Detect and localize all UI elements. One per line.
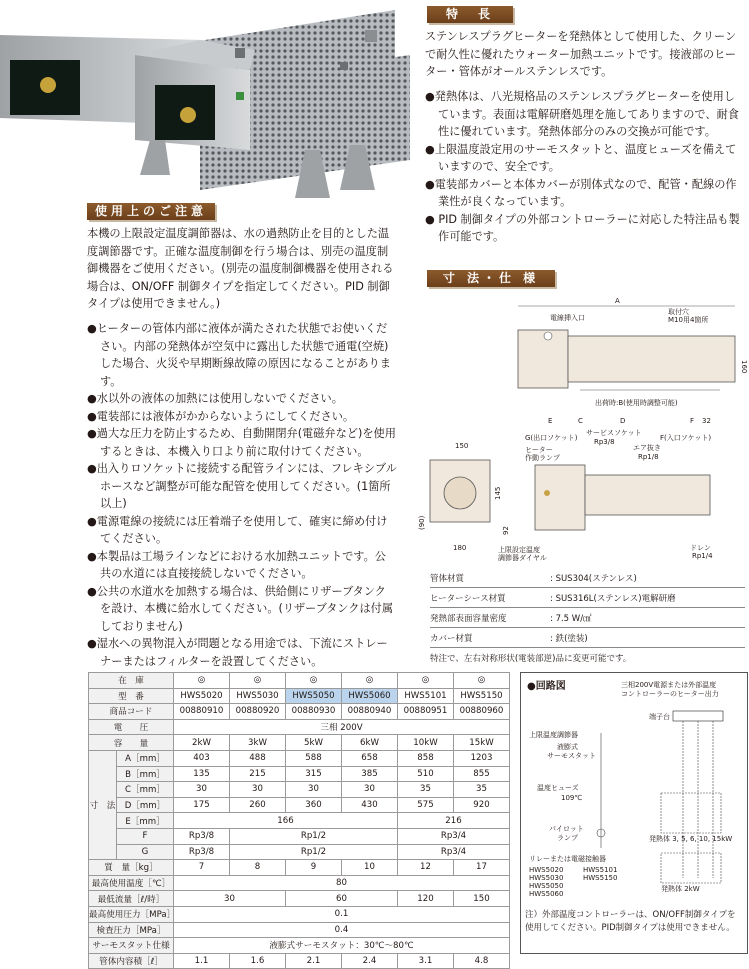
- supply-label: 三相200V電源または外部温度: [621, 681, 717, 689]
- table-cell: Rp3/8: [174, 828, 230, 844]
- table-row: [89, 828, 510, 844]
- caution-heading: 使用上のご注意: [87, 203, 215, 220]
- table-row: [89, 797, 510, 813]
- table-cell: 0.1: [174, 906, 510, 922]
- table-cell: 30: [174, 782, 230, 798]
- relay-model: HWS5101: [583, 866, 618, 874]
- thermostat-label: 上限温度調節器: [529, 731, 578, 739]
- list-item: ●出入りロソケットに接続する配管ラインには、フレキシブルホースなど調整が可能な配管を使用してください。(1箇所以上): [87, 462, 397, 510]
- table-cell: 8: [230, 860, 286, 876]
- heater-lamp-label-2: 作動ランプ: [525, 454, 560, 462]
- table-cell: 1.1: [174, 953, 230, 969]
- table-cell: 10kW: [398, 735, 454, 751]
- dim-145: 145: [494, 486, 502, 500]
- table-row: [89, 735, 510, 751]
- product-photo: [0, 0, 420, 200]
- air-vent-label: エア抜き: [633, 444, 661, 452]
- table-cell: 575: [398, 797, 454, 813]
- heater-block-2: [661, 853, 721, 883]
- relay-label: リレーまたは電磁接触器: [529, 855, 606, 863]
- table-cell: 容 量: [89, 735, 174, 751]
- table-cell: 30: [286, 782, 342, 798]
- drain-size: Rp1/4: [692, 552, 713, 560]
- dim-90: (90): [418, 515, 426, 530]
- pilot-lamp-label-2: ランプ: [557, 834, 578, 842]
- features-list: [425, 88, 743, 246]
- table-cell: 4.8: [454, 953, 510, 969]
- table-cell: 00880940: [342, 704, 398, 720]
- table-cell: 403: [174, 750, 230, 766]
- table-cell: 00880920: [230, 704, 286, 720]
- table-cell: サーモスタット仕様: [89, 938, 174, 954]
- table-cell: 588: [286, 750, 342, 766]
- terminal-block: [673, 711, 723, 721]
- dim-C: C: [578, 417, 583, 425]
- table-cell: ◎: [398, 673, 454, 689]
- tube-top: [568, 336, 735, 382]
- list-item: ●発熱体は、八光規格品のステンレスプラグヒーターを使用しています。表面は電解研磨処理を施してありますので、耐食性に優れています。発熱体部分のみの交換が可能です。: [425, 90, 739, 138]
- spec-row: ヒーターシース材質 : SUS316L(ステンレス)電解研磨: [430, 588, 745, 608]
- table-cell: 30: [230, 782, 286, 798]
- spec-table: [88, 672, 510, 969]
- table-cell: 電 圧: [89, 719, 174, 735]
- circuit-title: ●回路図: [527, 681, 566, 692]
- table-row: [89, 704, 510, 720]
- table-cell: 315: [286, 766, 342, 782]
- table-cell: 1.6: [230, 953, 286, 969]
- spec-row: 管体材質 : SUS304(ステンレス): [430, 568, 745, 588]
- table-cell: 0.4: [174, 922, 510, 938]
- fuse-label: 温度ヒューズ: [537, 784, 579, 792]
- table-cell: 135: [174, 766, 230, 782]
- table-row: [89, 953, 510, 969]
- dial-label-2: 調節器ダイヤル: [498, 554, 547, 562]
- table-cell: 6kW: [342, 735, 398, 751]
- spec-row: 特注で、左右対称形状(電装部逆)品に変更可能です。: [430, 653, 632, 664]
- caution-intro: 本機の上限設定温度調節器は、水の過熱防止を目的とした温度調節器です。正確な温度制御を行う場合は、別売の温度制御機器をご使用ください。(別売の温度制御機器を使用される場合は、ON/OFF 制御タイプを指定してください。PID 制御タイプは使用できません。): [87, 227, 394, 310]
- table-cell: 30: [342, 782, 398, 798]
- table-cell: 1203: [454, 750, 510, 766]
- mount-label: 取付穴: [668, 308, 689, 316]
- table-cell: F: [117, 828, 174, 844]
- wire-inlet-label: 電線挿入口: [550, 314, 585, 322]
- circuit-diagram: [520, 672, 748, 954]
- table-cell: E［mm］: [117, 813, 174, 829]
- list-item: ●上限温度設定用のサーモスタットと、温度ヒューズを備えていますので、安全です。: [425, 142, 737, 173]
- table-cell: 00880910: [174, 704, 230, 720]
- table-cell: ◎: [230, 673, 286, 689]
- dim-180: 180: [453, 544, 467, 552]
- dim-32: 32: [702, 417, 711, 425]
- list-item: ●電装部には液体がかからないようにしてください。: [87, 409, 355, 423]
- table-row: [89, 938, 510, 954]
- dim-E: E: [548, 417, 553, 425]
- table-cell: 430: [342, 797, 398, 813]
- table-row: [89, 782, 510, 798]
- list-item: ●電源電線の接続には圧着端子を使用して、確実に締め付けてください。: [87, 514, 388, 545]
- circuit-note: 注）外部温度コントローラーは、ON/OFF制御タイプを使用してください。PID制御タイプは使用できません。: [525, 910, 736, 933]
- spec-row: カバー材質 : 鉄(塗装): [430, 628, 745, 648]
- features-intro: ステンレスプラグヒーターを発熱体として使用した、クリーンで耐久性に優れたウォーター加熱ユニットです。接液部のヒーター・管体がオールステンレスです。: [425, 30, 737, 78]
- dim-A: A: [615, 297, 620, 305]
- table-cell: 寸 法: [89, 750, 117, 859]
- table-cell: 液膨式サーモスタット：30℃～80℃: [174, 938, 510, 954]
- heater-block: [661, 793, 721, 833]
- pilot-lamp-label: パイロット: [549, 825, 584, 833]
- table-row: [89, 922, 510, 938]
- table-cell: ◎: [174, 673, 230, 689]
- table-cell: 858: [398, 750, 454, 766]
- fuse-temp: 109℃: [561, 794, 583, 802]
- relay-model: HWS5030: [529, 874, 564, 882]
- table-cell: 最高使用圧力［MPa］: [89, 906, 174, 922]
- table-cell: 管体内容積［ℓ］: [89, 953, 174, 969]
- table-row: [89, 766, 510, 782]
- list-item: ●水以外の液体の加熱には使用しないでください。: [87, 392, 343, 405]
- F-inlet-label: F(入口ソケット): [660, 434, 712, 442]
- table-cell: 920: [454, 797, 510, 813]
- table-cell: 最高使用温度［℃］: [89, 875, 174, 891]
- table-cell: HWS5020: [174, 688, 230, 704]
- table-cell: 35: [398, 782, 454, 798]
- heater-label: 発熱体 3, 5, 6, 10, 15kW: [649, 835, 733, 843]
- G-outlet-label: G(出口ソケット): [525, 434, 578, 442]
- table-cell: G: [117, 844, 174, 860]
- heater-label-2: 発熱体 2kW: [661, 885, 700, 893]
- air-vent-size: Rp1/8: [638, 453, 659, 461]
- table-cell: 658: [342, 750, 398, 766]
- tube-side: [585, 475, 710, 515]
- table-cell: 360: [286, 797, 342, 813]
- table-cell: 120: [398, 891, 454, 907]
- box-side: [535, 465, 585, 530]
- table-cell: 35: [454, 782, 510, 798]
- table-cell: 2kW: [174, 735, 230, 751]
- table-cell: 12: [398, 860, 454, 876]
- list-item: ●湿水への異物混入が問題となる用途では、下流にストレーナーまたはフィルターを設置してください。: [87, 637, 388, 668]
- table-cell: 260: [230, 797, 286, 813]
- table-row: [89, 844, 510, 860]
- table-cell: 510: [398, 766, 454, 782]
- table-row: [89, 875, 510, 891]
- dim-160: 160: [740, 360, 748, 374]
- table-cell: 175: [174, 797, 230, 813]
- drain-label: ドレン: [690, 544, 711, 552]
- thermostat-label-2: 液膨式: [557, 743, 578, 751]
- table-cell: HWS5060: [342, 688, 398, 704]
- relay-model: HWS5020: [529, 866, 564, 874]
- table-row: [89, 750, 510, 766]
- supply-label-2: コントローラーのヒーター出力: [621, 690, 719, 698]
- table-cell: 00880960: [454, 704, 510, 720]
- table-cell: 150: [454, 891, 510, 907]
- list-item: ●電装部カバーと本体カバーが別体式なので、配管・配線の作業性が良くなっています。: [425, 177, 737, 208]
- list-item: ● PID 制御タイプの外部コントローラーに対応した特注品も製作可能です。: [425, 212, 740, 243]
- table-cell: 3kW: [230, 735, 286, 751]
- table-cell: 2.4: [342, 953, 398, 969]
- table-row: [89, 860, 510, 876]
- table-cell: ◎: [342, 673, 398, 689]
- table-cell: 17: [454, 860, 510, 876]
- table-cell: HWS5101: [398, 688, 454, 704]
- dim-92: 92: [502, 526, 510, 535]
- table-cell: HWS5030: [230, 688, 286, 704]
- table-cell: Rp1/2: [230, 844, 398, 860]
- dim-150: 150: [455, 442, 469, 450]
- relay-model: HWS5060: [529, 890, 564, 898]
- dimension-drawing: [420, 290, 749, 568]
- dial-label: 上限設定温度: [498, 546, 540, 554]
- table-row: [89, 906, 510, 922]
- table-cell: 質 量［kg］: [89, 860, 174, 876]
- table-cell: 5kW: [286, 735, 342, 751]
- table-cell: 488: [230, 750, 286, 766]
- service-socket-size: Rp3/8: [594, 438, 615, 446]
- table-cell: HWS5150: [454, 688, 510, 704]
- table-cell: 00880951: [398, 704, 454, 720]
- table-cell: 商品コード: [89, 704, 174, 720]
- table-row: [89, 813, 510, 829]
- table-cell: 216: [398, 813, 510, 829]
- table-cell: 最低流量［ℓ/時］: [89, 891, 174, 907]
- table-cell: 3.1: [398, 953, 454, 969]
- table-row: [89, 891, 510, 907]
- table-cell: C［mm］: [117, 782, 174, 798]
- table-cell: 60: [286, 891, 398, 907]
- table-cell: 80: [174, 875, 510, 891]
- list-item: ●本製品は工場ラインなどにおける水加熱ユニットです。公共の水道には直接接続しないでください。: [87, 549, 386, 580]
- table-cell: Rp3/8: [174, 844, 230, 860]
- relay-model: HWS5150: [583, 874, 618, 882]
- table-cell: ◎: [454, 673, 510, 689]
- table-cell: 2.1: [286, 953, 342, 969]
- dim-D: D: [620, 417, 626, 425]
- table-cell: B［mm］: [117, 766, 174, 782]
- mount-label-2: M10用4箇所: [668, 316, 709, 324]
- table-cell: HWS5050: [286, 688, 342, 704]
- spec-list: [430, 568, 745, 667]
- table-cell: 15kW: [454, 735, 510, 751]
- list-item: ●公共の水道水を加熱する場合は、供給側にリザーブタンクを設け、本機に給水してください。(リザーブタンクは付属しておりません): [87, 584, 394, 633]
- table-cell: 30: [174, 891, 286, 907]
- terminal-label: 端子台: [649, 713, 670, 721]
- table-cell: Rp1/2: [230, 828, 398, 844]
- table-cell: 00880930: [286, 704, 342, 720]
- spec-row: 発熱部表面容量密度 : 7.5 W/㎠: [430, 608, 745, 628]
- dim-F: F: [690, 417, 695, 425]
- table-cell: 三相 200V: [174, 719, 510, 735]
- table-cell: 型 番: [89, 688, 174, 704]
- features-heading: 特 長: [427, 6, 513, 23]
- table-cell: 7: [174, 860, 230, 876]
- list-item: ●過大な圧力を防止するため、自動開閉弁(電磁弁など)を使用するときは、本機入り口より前に取付けてください。: [87, 427, 396, 458]
- heater-lamp-label: ヒーター: [525, 446, 553, 454]
- dims-heading: 寸 法・仕 様: [427, 270, 555, 287]
- table-row: [89, 719, 510, 735]
- table-cell: ◎: [286, 673, 342, 689]
- caution-list: [87, 320, 397, 670]
- table-cell: 9: [286, 860, 342, 876]
- dim-B: 出荷時:B(使用時調整可能): [595, 399, 678, 407]
- table-cell: 855: [454, 766, 510, 782]
- table-cell: A［mm］: [117, 750, 174, 766]
- table-cell: Rp3/4: [398, 828, 510, 844]
- box-top: [518, 330, 568, 388]
- table-cell: 385: [342, 766, 398, 782]
- table-cell: Rp3/4: [398, 844, 510, 860]
- thermostat-label-3: サーモスタット: [547, 752, 596, 760]
- table-row: [89, 688, 510, 704]
- table-cell: 215: [230, 766, 286, 782]
- table-cell: 166: [174, 813, 398, 829]
- relay-model: HWS5050: [529, 882, 564, 890]
- list-item: ●ヒーターの管体内部に液体が満たされた状態でお使いください。内部の発熱体が空気中に露出した状態で通電(空焼)した場合、火災や早期断線故障の原因になることがあります。: [87, 322, 391, 388]
- table-row: [89, 673, 510, 689]
- table-cell: 検査圧力［MPa］: [89, 922, 174, 938]
- table-cell: 在 庫: [89, 673, 174, 689]
- service-socket-label: サービスソケット: [586, 429, 642, 437]
- table-cell: D［mm］: [117, 797, 174, 813]
- table-cell: 10: [342, 860, 398, 876]
